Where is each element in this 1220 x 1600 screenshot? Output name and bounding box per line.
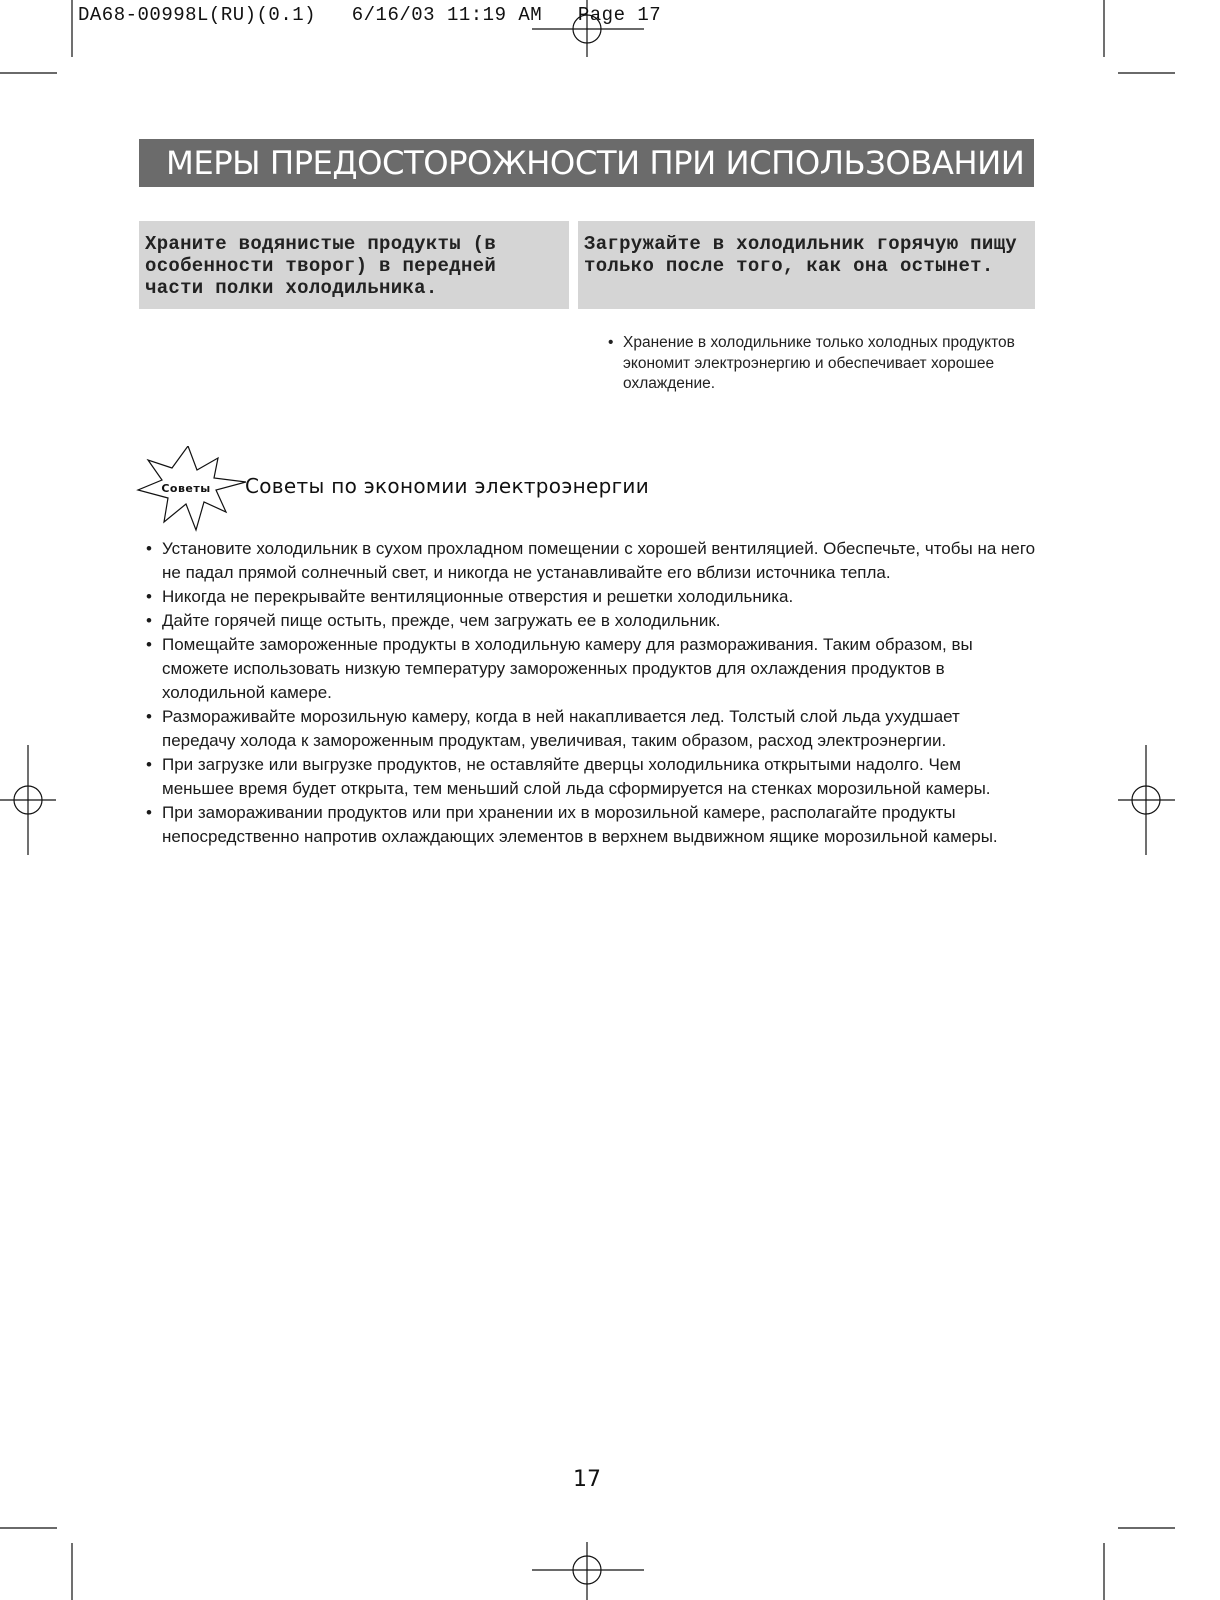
page-number: 17	[573, 1467, 601, 1492]
tips-list	[146, 537, 1036, 849]
list-item: • Установите холодильник в сухом прохладном помещении с хорошей вентиляцией. Обеспечьте, чтобы на него не падал прямой солнечный свет, и никогда не устанавливайте его вблизи источника тепла.	[146, 537, 1036, 585]
storage-tip-box: Храните водянистые продукты (в особенности творог) в передней части полки холодильника.	[139, 221, 569, 309]
list-item: • Дайте горячей пище остыть, прежде, чем загружать ее в холодильник.	[146, 609, 1036, 633]
print-slug: DA68-00998L(RU)(0.1) 6/16/03 11:19 AM Page 17	[78, 4, 662, 26]
list-item: • Никогда не перекрывайте вентиляционные отверстия и решетки холодильника.	[146, 585, 1036, 609]
list-item: • При загрузке или выгрузке продуктов, не оставляйте дверцы холодильника открытыми надолго. Чем меньшее время будет открыта, тем меньший слой льда сформируется на стенках морозильной камеры.	[146, 753, 1036, 801]
tips-heading: Советы по экономии электроэнергии	[245, 474, 649, 498]
list-item: • Помещайте замороженные продукты в холодильную камеру для размораживания. Таким образом, вы сможете использовать низкую температуру замороженных продуктов для охлаждения продуктов в холодильной камере.	[146, 633, 1036, 705]
page-title: МЕРЫ ПРЕДОСТОРОЖНОСТИ ПРИ ИСПОЛЬЗОВАНИИ	[139, 139, 1034, 187]
note-item: • Хранение в холодильнике только холодных продуктов экономит электроэнергию и обеспечивает хорошее охлаждение.	[608, 333, 1028, 395]
hot-food-note	[608, 333, 1028, 395]
list-item: • При замораживании продуктов или при хранении их в морозильной камере, располагайте продукты непосредственно напротив охлаждающих элементов в верхнем выдвижном ящике морозильной камеры.	[146, 801, 1036, 849]
tips-starburst-icon	[136, 446, 246, 532]
list-item: • Размораживайте морозильную камеру, когда в ней накапливается лед. Толстый слой льда ухудшает передачу холода к замороженным продуктам, увеличивая, таким образом, расход электроэнергии.	[146, 705, 1036, 753]
tips-badge-label: Советы	[161, 482, 211, 495]
hot-food-tip-box: Загружайте в холодильник горячую пищу только после того, как она остынет.	[578, 221, 1035, 309]
